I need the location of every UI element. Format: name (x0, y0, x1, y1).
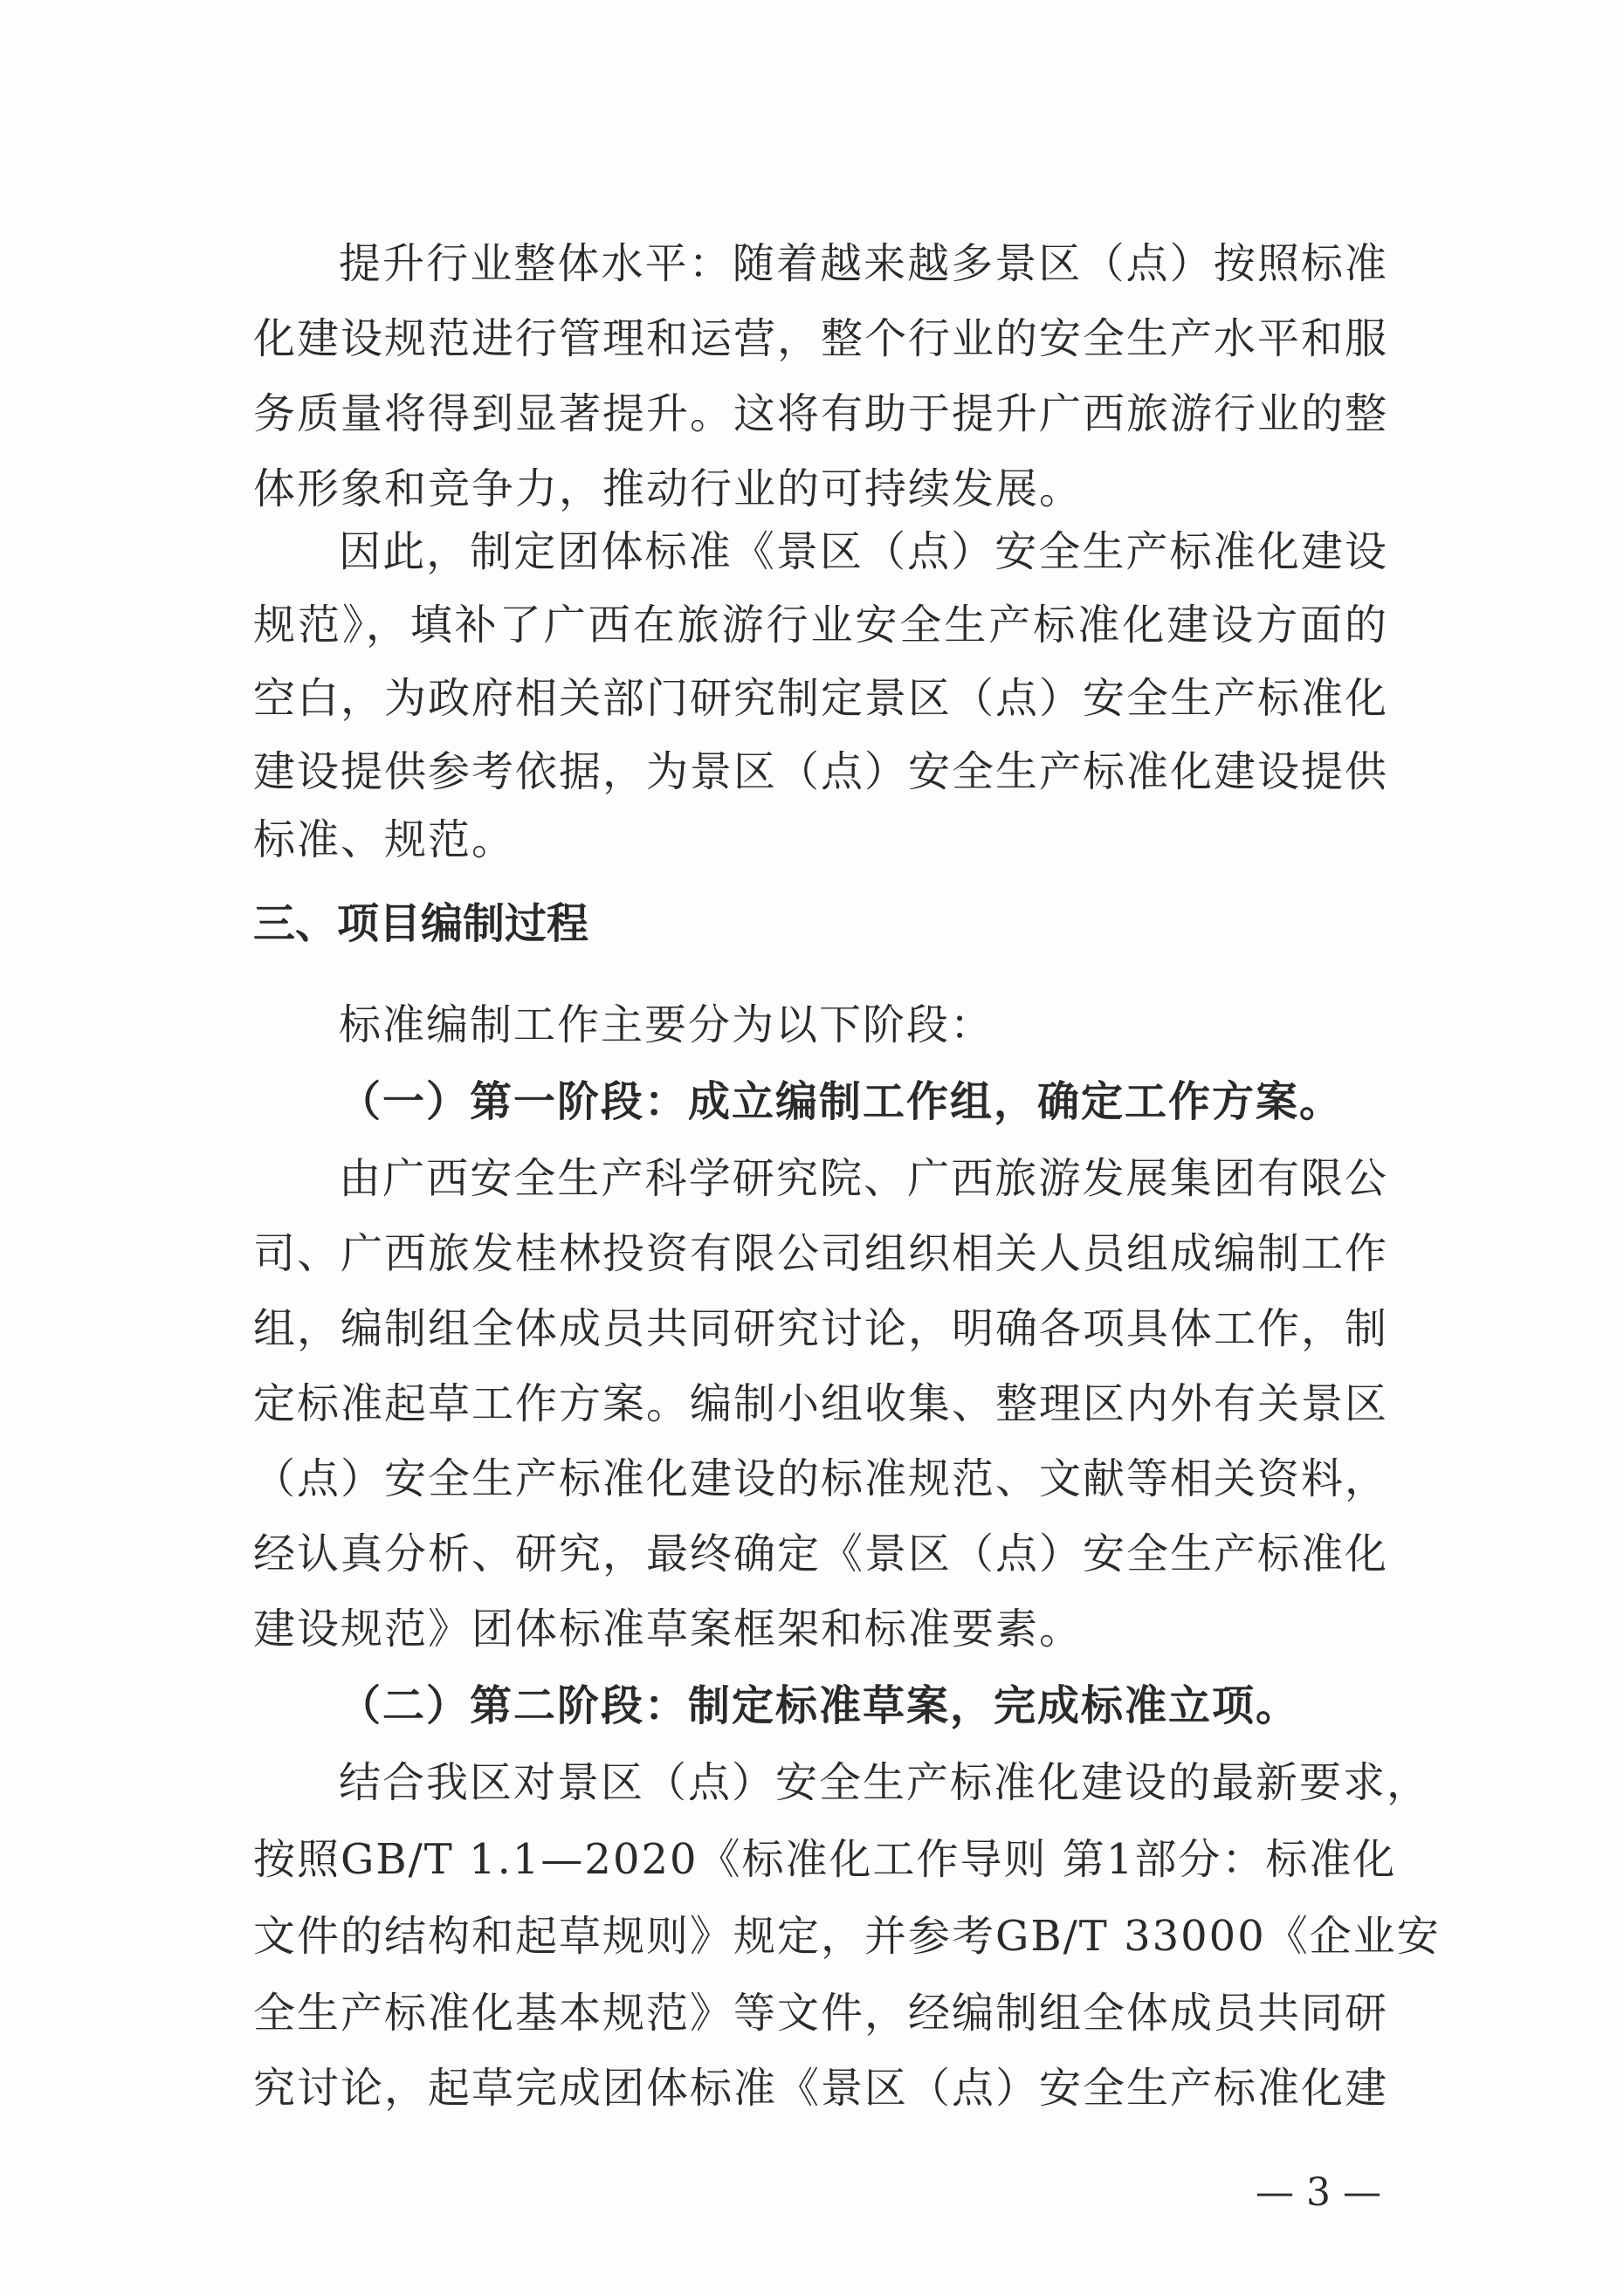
paragraph-line: 规范》，填补了广西在旅游行业安全生产标准化建设方面的 (253, 601, 1388, 650)
paragraph-line: 空白，为政府相关部门研究制定景区（点）安全生产标准化 (253, 674, 1389, 723)
paragraph-line: 经认真分析、研究，最终确定《景区（点）安全生产标准化 (253, 1530, 1389, 1578)
subsection-heading: （二）第二阶段：制定标准草案，完成标准立项。 (339, 1681, 1300, 1730)
paragraph-line: 定标准起草工作方案。编制小组收集、整理区内外有关景区 (253, 1379, 1389, 1428)
paragraph-line: 组，编制组全体成员共同研究讨论，明确各项具体工作，制 (253, 1304, 1389, 1353)
paragraph-line: 标准编制工作主要分为以下阶段： (339, 1000, 994, 1049)
paragraph-line: （点）安全生产标准化建设的标准规范、文献等相关资料， (253, 1454, 1389, 1503)
paragraph-line: 化建设规范进行管理和运营，整个行业的安全生产水平和服 (253, 314, 1389, 363)
paragraph-line: 务质量将得到显著提升。这将有助于提升广西旅游行业的整 (253, 389, 1389, 438)
paragraph-line: 司、广西旅发桂林投资有限公司组织相关人员组成编制工作 (253, 1229, 1389, 1278)
paragraph-line: 提升行业整体水平：随着越来越多景区（点）按照标准 (339, 239, 1388, 288)
paragraph-line: 体形象和竞争力，推动行业的可持续发展。 (253, 464, 1084, 513)
paragraph-line: 标准、规范。 (253, 815, 516, 864)
subsection-heading: （一）第一阶段：成立编制工作组，确定工作方案。 (339, 1077, 1344, 1126)
section-heading: 三、项目编制过程 (253, 899, 589, 948)
paragraph-line: 文件的结构和起草规则》规定，并参考GB/T 33000《企业安 (253, 1912, 1441, 1961)
paragraph-line: 究讨论，起草完成团体标准《景区（点）安全生产标准化建 (253, 2064, 1389, 2113)
paragraph-line: 结合我区对景区（点）安全生产标准化建设的最新要求， (339, 1758, 1431, 1807)
paragraph-line: 全生产标准化基本规范》等文件，经编制组全体成员共同研 (253, 1989, 1389, 2038)
paragraph-line: 建设提供参考依据，为景区（点）安全生产标准化建设提供 (253, 747, 1389, 796)
paragraph-line: 建设规范》团体标准草案框架和标准要素。 (253, 1605, 1084, 1653)
page-number: — 3 — (1256, 2170, 1381, 2215)
paragraph-line: 由广西安全生产科学研究院、广西旅游发展集团有限公 (339, 1154, 1388, 1203)
paragraph-line: 因此，制定团体标准《景区（点）安全生产标准化建设 (339, 527, 1388, 576)
paragraph-line: 按照GB/T 1.1—2020《标准化工作导则 第1部分：标准化 (253, 1835, 1397, 1884)
